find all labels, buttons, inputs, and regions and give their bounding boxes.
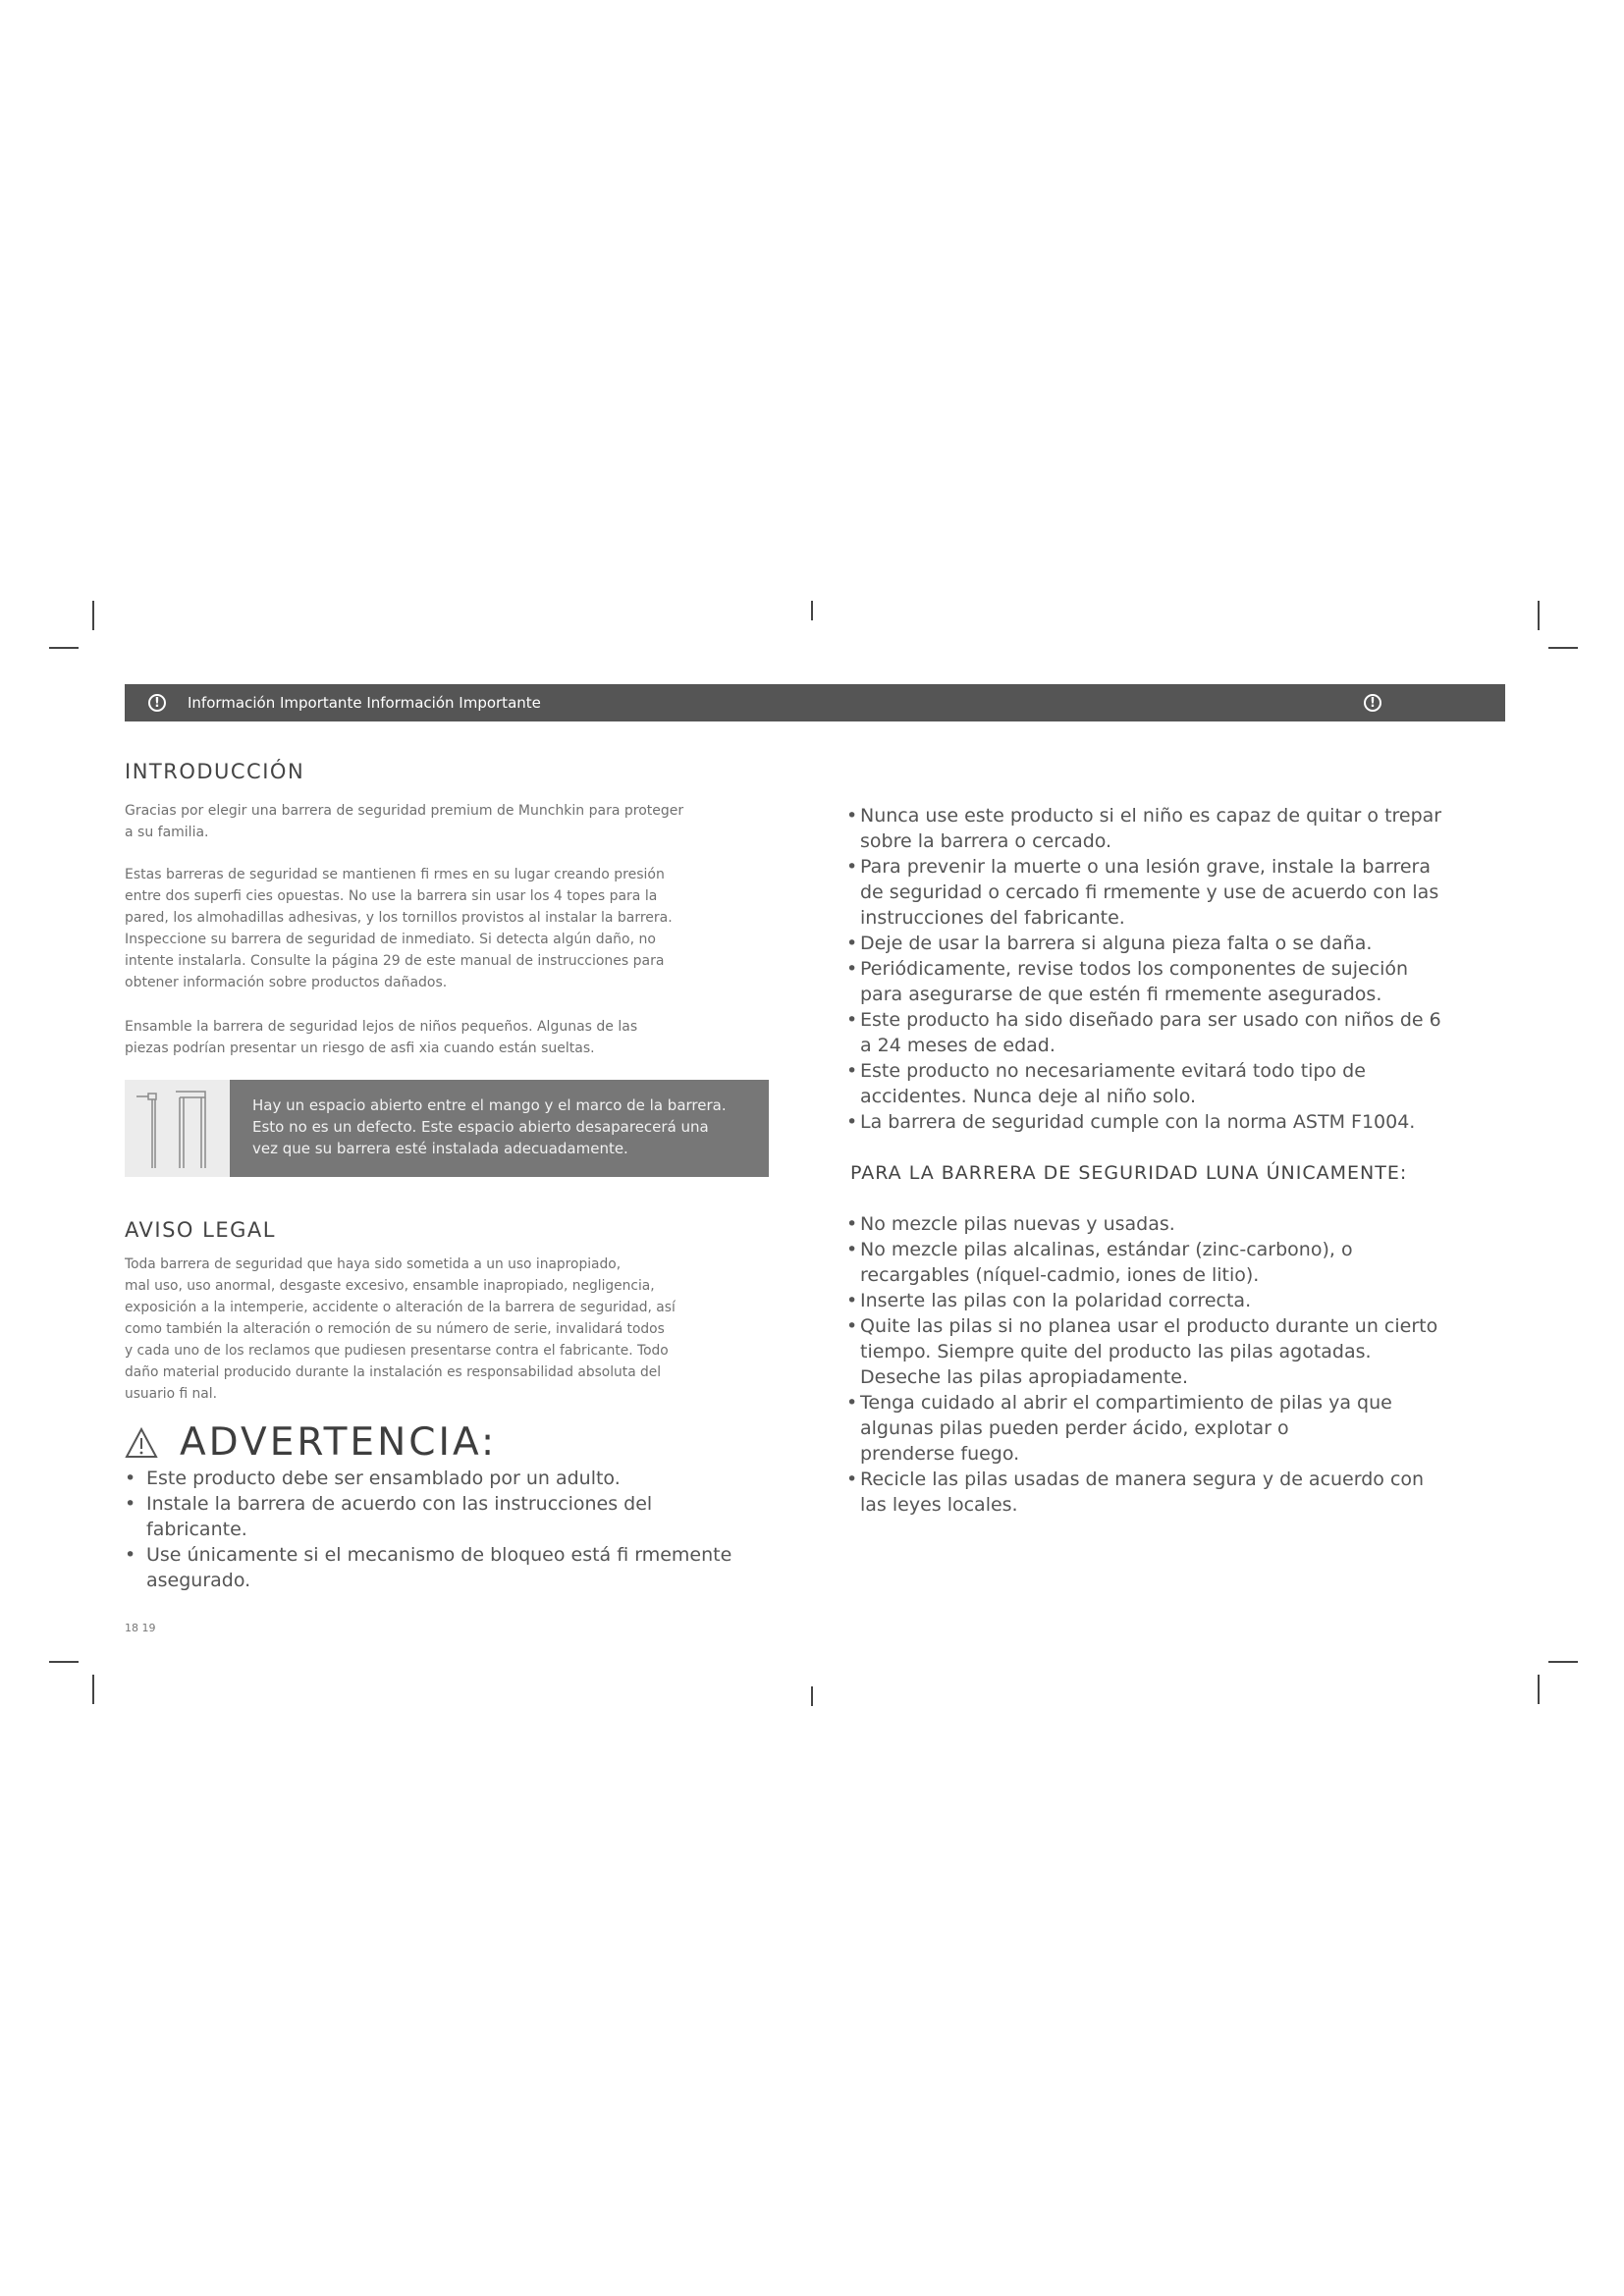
crop-mark [1548,647,1578,649]
battery-list [846,1211,1494,1518]
exclamation-circle-icon: ! [1364,694,1381,712]
list-item: • No mezcle pilas alcalinas, estándar (zinc-carbono), o recargables (níquel-cadmio, iones de litio). [846,1237,1494,1288]
list-item: • Inserte las pilas con la polaridad correcta. [846,1288,1494,1313]
section-header-bar [125,684,1505,721]
crop-mark [811,1686,813,1706]
exclamation-circle-icon: ! [148,694,166,712]
list-item: • Tenga cuidado al abrir el compartimiento de pilas ya que algunas pilas pueden perder ácido, explotar o prenderse fuego. [846,1390,1494,1467]
legal-heading: AVISO LEGAL [125,1218,276,1242]
crop-mark [92,601,94,630]
list-item: • Deje de usar la barrera si alguna pieza falta o se daña. [846,931,1494,956]
intro-paragraph-1: Gracias por elegir una barrera de seguridad premium de Munchkin para proteger a su familia. [125,803,684,840]
crop-mark [1538,601,1540,630]
callout-text: Hay un espacio abierto entre el mango y el marco de la barrera. Esto no es un defecto. Este espacio abierto desaparecerá una vez que su barrera esté instalada adecuadamente. [230,1080,769,1177]
crop-mark [811,601,813,620]
list-item: • Use únicamente si el mecanismo de bloqueo está fi rmemente asegurado. [125,1542,792,1593]
section-header-title: Información Importante Información Importante [188,694,541,712]
intro-paragraph-3: Ensamble la barrera de seguridad lejos de niños pequeños. Algunas de las piezas podrían presentar un riesgo de asfi xia cuando están sueltas. [125,1019,638,1056]
list-item: • Periódicamente, revise todos los componentes de sujeción para asegurarse de que estén fi rmemente asegurados. [846,956,1494,1007]
list-item: • No mezcle pilas nuevas y usadas. [846,1211,1494,1237]
crop-mark [49,1661,79,1663]
list-item: • Este producto debe ser ensamblado por un adulto. [125,1466,792,1491]
luna-heading: PARA LA BARRERA DE SEGURIDAD LUNA ÚNICAMENTE: [850,1162,1408,1184]
crop-mark [1548,1661,1578,1663]
legal-paragraph: Toda barrera de seguridad que haya sido sometida a un uso inapropiado, mal uso, uso anormal, desgaste excesivo, ensamble inapropiado, negligencia, exposición a la intemperie, accidente o alteración de la barrera de seguridad, así como también la alteración o remoción de su número de serie, invalidará todos y cada uno de los reclamos que pudiesen presentarse contra el fabricante. Todo daño material producido durante la instalación es responsabilidad absoluta del usuario fi nal. [125,1256,676,1402]
warning-triangle-icon [125,1427,158,1459]
intro-heading: INTRODUCCIÓN [125,760,305,783]
crop-mark [1538,1675,1540,1704]
list-item: • Nunca use este producto si el niño es capaz de quitar o trepar sobre la barrera o cercado. [846,803,1494,854]
warning-list [125,1466,792,1593]
list-item: • Instale la barrera de acuerdo con las instrucciones del fabricante. [125,1491,792,1542]
list-item: • Este producto no necesariamente evitará todo tipo de accidentes. Nunca deje al niño solo. [846,1058,1494,1109]
list-item: • La barrera de seguridad cumple con la norma ASTM F1004. [846,1109,1494,1135]
crop-mark [92,1675,94,1704]
list-item: • Recicle las pilas usadas de manera segura y de acuerdo con las leyes locales. [846,1467,1494,1518]
list-item: • Para prevenir la muerte o una lesión grave, instale la barrera de seguridad o cercado fi rmemente y use de acuerdo con las instrucciones del fabricante. [846,854,1494,931]
intro-paragraph-2: Estas barreras de seguridad se mantienen fi rmes en su lugar creando presión entre dos superfi cies opuestas. No use la barrera sin usar los 4 topes para la pared, los almohadillas adhesivas, y los tornillos provistos al instalar la barrera. Inspeccione su barrera de seguridad de inmediato. Si detecta algún daño, no intente instalarla. Consulte la página 29 de este manual de instrucciones para obtener información sobre productos dañados. [125,867,673,990]
crop-mark [49,647,79,649]
list-item: • Quite las pilas si no planea usar el producto durante un cierto tiempo. Siempre quite del producto las pilas agotadas. Deseche las pilas apropiadamente. [846,1313,1494,1390]
gate-handle-illustration [129,1088,237,1172]
warning-heading: ADVERTENCIA: [180,1420,498,1465]
list-item: • Este producto ha sido diseñado para ser usado con niños de 6 a 24 meses de edad. [846,1007,1494,1058]
page-number: 18 19 [125,1622,156,1634]
gate-gap-callout [125,1080,769,1177]
safety-list [846,803,1494,1135]
warning-heading-row [125,1420,497,1465]
